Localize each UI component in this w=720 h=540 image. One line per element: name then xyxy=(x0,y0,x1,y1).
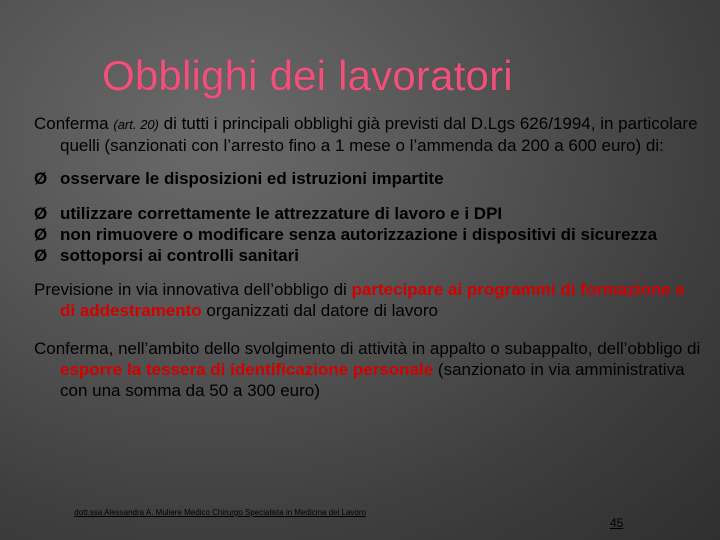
training-before: Previsione in via innovativa dell’obbligo di xyxy=(34,280,352,299)
contract-before: Conferma, nell’ambito dello svolgimento di attività in appalto o subappalto, dell’obbligo di xyxy=(34,339,701,358)
slide-body xyxy=(34,113,702,401)
bullet-item xyxy=(34,245,702,266)
arrow-bullet-icon: Ø xyxy=(34,246,48,265)
contract-after: (sanzionato in via amministrativa con una somma da 50 a 300 euro) xyxy=(60,360,685,400)
article-reference: (art. 20) xyxy=(113,117,159,132)
training-highlight: partecipare ai programmi di formazione e di addestramento xyxy=(60,280,686,320)
contract-highlight: esporre la tessera di identificazione personale xyxy=(60,360,434,379)
bullet-text: non rimuovere o modificare senza autorizzazione i dispositivi di sicurezza xyxy=(60,225,658,244)
training-paragraph xyxy=(34,279,702,321)
bullet-list-primary xyxy=(34,168,702,189)
intro-paragraph xyxy=(34,113,702,156)
intro-suffix: di tutti i principali obblighi già previsti dal D.Lgs 626/1994, in particolare quelli (sanzionati con l’arresto fino a 1 mese o l’ammenda da 200 a 600 euro) di: xyxy=(60,114,698,155)
bullet-item xyxy=(34,224,702,245)
page-number: 45 xyxy=(610,516,624,530)
training-after: organizzati dal datore di lavoro xyxy=(201,301,438,320)
bullet-text: osservare le disposizioni ed istruzioni impartite xyxy=(60,169,444,188)
bullet-item xyxy=(34,203,702,224)
footer-author: dott.ssa Alessandra A. Muliere Medico Chirurgo Specialista in Medicina del Lavoro xyxy=(74,508,366,517)
bullet-text: sottoporsi ai controlli sanitari xyxy=(60,246,299,265)
slide-title: Obblighi dei lavoratori xyxy=(102,52,513,99)
arrow-bullet-icon: Ø xyxy=(34,225,48,244)
bullet-item xyxy=(34,168,702,189)
bullet-text: utilizzare correttamente le attrezzature di lavoro e i DPI xyxy=(60,204,503,223)
intro-prefix: Conferma xyxy=(34,114,114,133)
arrow-bullet-icon: Ø xyxy=(34,204,48,223)
contract-paragraph xyxy=(34,338,702,401)
arrow-bullet-icon: Ø xyxy=(34,169,48,188)
bullet-list-secondary xyxy=(34,203,702,266)
